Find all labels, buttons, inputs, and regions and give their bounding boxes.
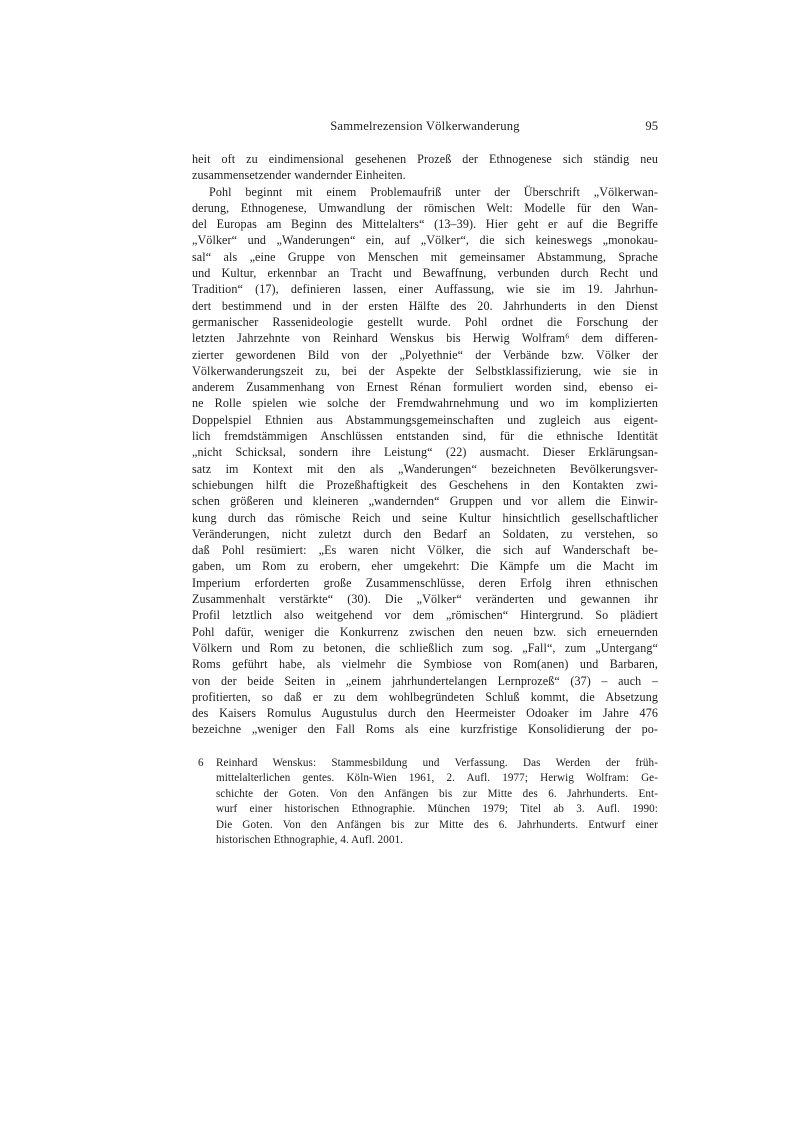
text-line: ne Rolle spielen wie solche der Fremdwahrnehmung und wo im komplizierten	[192, 396, 658, 411]
footnote-text	[216, 756, 658, 848]
text-line: heit oft zu eindimensional gesehenen Prozeß der Ethnogenese sich ständig neu	[192, 152, 658, 166]
text-line: „Völker“ und „Wanderungen“ ein, auf „Völker“, die sich keineswegs „monokau-	[192, 233, 658, 248]
text-line: wurf einer historischen Ethnographie. München 1979; Titel ab 3. Aufl. 1990:	[216, 803, 658, 816]
text-line: Völkerwanderungszeit zu, bei der Aspekte der Selbstklassifizierung, wie sie in	[192, 363, 658, 378]
text-line: Die Goten. Von den Anfängen bis zur Mitte des 6. Jahrhunderts. Entwurf einer	[216, 818, 658, 831]
text-line: schichte der Goten. Von den Anfängen bis zur Mitte des 6. Jahrhunderts. Ent-	[216, 787, 658, 800]
text-line: bezeichne „weniger den Fall Roms als eine kurzfristige Konsolidierung der po-	[192, 722, 658, 737]
text-line: satz im Kontext mit den als „Wanderungen“ bezeichneten Bevölkerungsver-	[192, 461, 658, 476]
text-line: schiebungen hilft die Prozeßhaftigkeit des Geschehens in den Kontakten zwi-	[192, 477, 658, 492]
text-line: sal“ als „eine Gruppe von Menschen mit gemeinsamer Abstammung, Sprache	[192, 249, 658, 264]
text-line: Tradition“ (17), definieren lassen, einer Auffassung, wie sie im 19. Jahrhun-	[192, 282, 658, 297]
text-line: schen größeren und kleineren „wandernden“ Gruppen und vor allem die Einwir-	[192, 494, 658, 509]
body-text	[192, 151, 658, 738]
running-head-title: Sammelrezension Völkerwanderung	[330, 119, 520, 133]
text-line: anderem Zusammenhang von Ernest Rénan formuliert worden sind, ebenso ei-	[192, 380, 658, 395]
text-line: germanischer Rassenideologie gestellt wurde. Pohl ordnet die Forschung der	[192, 314, 658, 329]
footnote-number: 6	[198, 757, 204, 769]
text-line: lich fremdstämmigen Anschlüssen entstanden sind, für die ethnische Identität	[192, 429, 658, 444]
text-line: Völkern und Rom zu betonen, die schließlich zum sog. „Fall“, zum „Untergang“	[192, 640, 658, 655]
text-line: del Europas am Beginn des Mittelalters“ (13–39). Hier geht er auf die Begriffe	[192, 217, 658, 232]
text-line: Profil letztlich also weitgehend vor dem „römischen“ Hintergrund. So plädiert	[192, 608, 658, 623]
text-line: des Kaisers Romulus Augustulus durch den Heermeister Odoaker im Jahre 476	[192, 706, 658, 721]
footnote-block	[192, 756, 658, 848]
text-line: „nicht Schicksal, sondern ihre Leistung“ (22) ausmacht. Dieser Erklärungsan-	[192, 445, 658, 460]
text-line: Reinhard Wenskus: Stammesbildung und Verfassung. Das Werden der früh-	[216, 757, 658, 769]
page-number: 95	[645, 119, 658, 133]
text-line: zierter gewordenen Bild von der „Polyethnie“ der Verbände bzw. Völker der	[192, 347, 658, 362]
text-line: und Kultur, erkennbar an Tracht und Bewaffnung, verbunden durch Recht und	[192, 266, 658, 281]
text-line: derung, Ethnogenese, Umwandlung der römischen Welt: Modelle für den Wan-	[192, 200, 658, 215]
text-line: Zusammenhalt verstärkte“ (30). Die „Völker“ veränderten und gewannen ihr	[192, 592, 658, 607]
text-line: zusammensetzender wandernder Einheiten.	[192, 168, 406, 183]
text-line: Imperium erforderten große Zusammenschlüsse, deren Erfolg ihren ethnischen	[192, 575, 658, 590]
text-line: kung durch das römische Reich und seine Kultur hinsichtlich gesellschaftlicher	[192, 510, 658, 525]
text-line: daß Pohl resümiert: „Es waren nicht Völker, die sich auf Wanderschaft be-	[192, 543, 658, 558]
text-line: Doppelspiel Ethnien aus Abstammungsgemeinschaften und zugleich aus eigent-	[192, 412, 658, 427]
text-line: dert bestimmend und in der ersten Hälfte des 20. Jahrhunderts in den Dienst	[192, 298, 658, 313]
running-header	[192, 118, 658, 135]
text-line: historischen Ethnographie, 4. Aufl. 2001.	[216, 833, 404, 846]
text-line: letzten Jahrzehnte von Reinhard Wenskus bis Herwig Wolfram⁶ dem differen-	[192, 331, 658, 346]
text-line: gaben, um Rom zu erobern, eher umgekehrt: Die Kämpfe um die Macht im	[192, 559, 658, 574]
text-line: Pohl beginnt mit einem Problemaufriß unter der Überschrift „Völkerwan-	[209, 184, 658, 199]
text-line: profitierten, so daß er zu dem wohlbegründeten Schluß kommt, die Absetzung	[192, 689, 658, 704]
text-line: Pohl dafür, weniger die Konkurrenz zwischen den neuen bzw. sich erneuernden	[192, 624, 658, 639]
text-line: Roms geführt habe, als vielmehr die Symbiose von Rom(anen) und Barbaren,	[192, 657, 658, 672]
text-line: Veränderungen, nicht zuletzt durch den Bedarf an Soldaten, zu verstehen, so	[192, 526, 658, 541]
text-line: von der beide Seiten in „einem jahrhundertelangen Lernprozeß“ (37) – auch –	[192, 673, 658, 688]
text-line: mittelalterlichen gentes. Köln-Wien 1961, 2. Aufl. 1977; Herwig Wolfram: Ge-	[216, 772, 658, 785]
